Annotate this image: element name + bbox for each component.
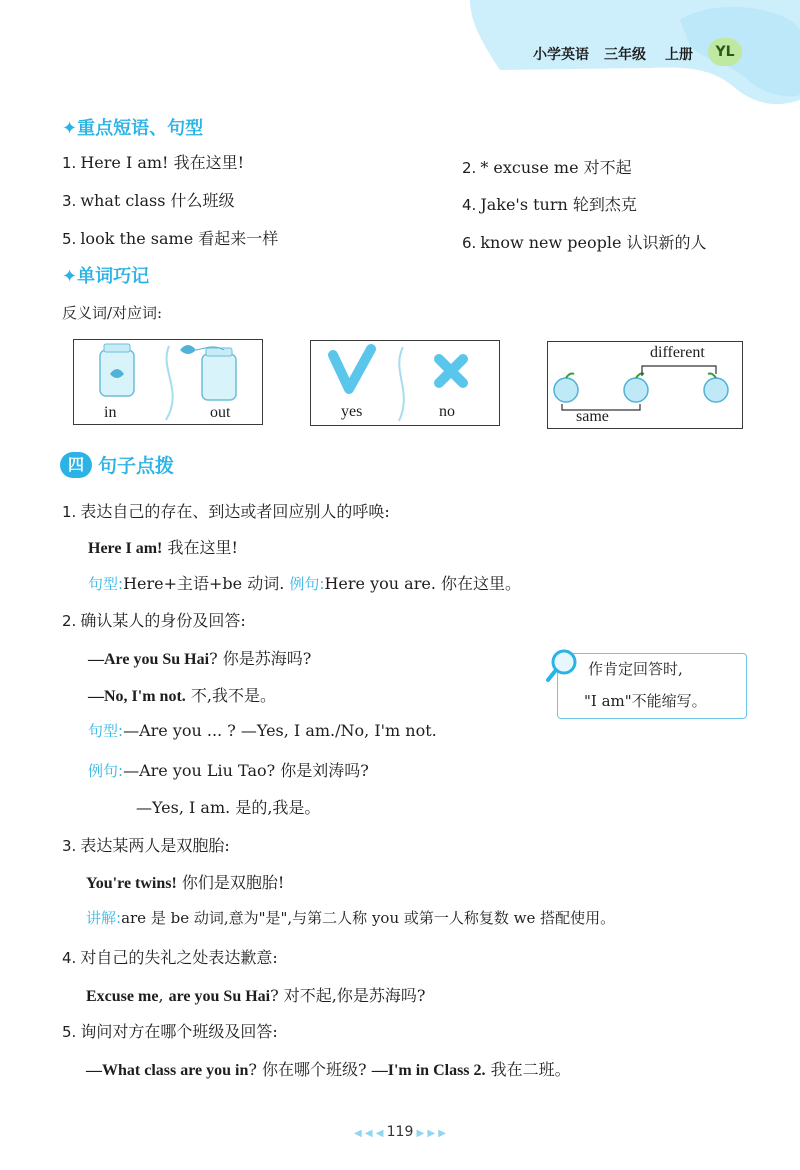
word-in: in <box>104 404 117 421</box>
sentence-2-pattern: 句型:—Are you ... ? —Yes, I am./No, I'm not. <box>88 721 437 740</box>
sentence-2-example-2: —Yes, I am. 是的,我是。 <box>136 798 321 817</box>
sentence-2-example-1: 例句:—Are you Liu Tao? 你是刘涛吗? <box>88 761 369 780</box>
word-different: different <box>650 344 705 361</box>
header-subject: 小学英语 <box>533 47 589 63</box>
sentence-2-question: —Are you Su Hai? 你是苏海吗? <box>88 649 312 668</box>
sentence-3-note: 讲解:are 是 be 动词,意为"是",与第二人称 you 或第一人称复数 we 搭配使用。 <box>86 909 616 927</box>
phrase-item: 4. Jake's turn 轮到杰克 <box>462 195 637 214</box>
sentence-2-answer: —No, I'm not. 不,我不是。 <box>88 686 276 705</box>
edition-badge: YL <box>708 38 742 66</box>
phrase-item: 3. what class 什么班级 <box>62 191 235 210</box>
header-volume: 上册 <box>665 47 693 63</box>
phrases-section-title: ✦重点短语、句型 <box>62 118 204 139</box>
words-subtitle: 反义词/对应词: <box>62 304 163 322</box>
word-same: same <box>576 408 609 425</box>
sentences-section-title: 四 句子点拨 <box>60 451 174 478</box>
phrase-item: 1. Here I am! 我在这里! <box>62 153 245 172</box>
sentence-1-example: Here I am! 我在这里! <box>88 538 238 557</box>
sentence-3-example: You're twins! 你们是双胞胎! <box>86 873 285 892</box>
tip-box <box>557 653 747 719</box>
tip-line-2: "I am"不能缩写。 <box>584 692 707 710</box>
page-footer <box>330 1124 470 1140</box>
check-cross-illustration <box>311 341 499 425</box>
sentence-5-heading: 5. 询问对方在哪个班级及回答: <box>62 1022 278 1041</box>
phrase-item: 2. * excuse me 对不起 <box>462 158 632 177</box>
yes-no-card <box>310 340 500 426</box>
in-out-card <box>73 339 263 425</box>
word-no: no <box>439 403 455 420</box>
sentence-1-pattern: 句型:Here+主语+be 动词. 例句:Here you are. 你在这里。 <box>88 574 521 593</box>
sentence-4-heading: 4. 对自己的失礼之处表达歉意: <box>62 948 278 967</box>
jar-illustration <box>74 340 262 424</box>
tip-line-1: 作肯定回答时, <box>588 660 683 678</box>
header-grade: 三年级 <box>604 47 646 63</box>
sentence-2-heading: 2. 确认某人的身份及回答: <box>62 611 246 630</box>
sentence-3-heading: 3. 表达某两人是双胞胎: <box>62 836 230 855</box>
words-section-title: ✦单词巧记 <box>62 266 150 287</box>
sentence-1-heading: 1. 表达自己的存在、到达或者回应别人的呼唤: <box>62 502 390 521</box>
word-out: out <box>210 404 231 421</box>
sentence-5-example: —What class are you in? 你在哪个班级? —I'm in Class 2. 我在二班。 <box>86 1060 571 1079</box>
right-arrows-icon: ▶ ▶ ▶ <box>413 1128 446 1139</box>
word-yes: yes <box>341 403 363 420</box>
star-icon: ✦ <box>62 118 78 139</box>
page-number: 119 <box>386 1124 414 1140</box>
section-number-badge: 四 <box>60 452 92 478</box>
phrase-item: 5. look the same 看起来一样 <box>62 229 279 248</box>
magnifier-icon <box>544 644 586 686</box>
phrase-item: 6. know new people 认识新的人 <box>462 233 707 252</box>
left-arrows-icon: ◀ ◀ ◀ <box>354 1128 387 1139</box>
sentence-4-example: Excuse me, are you Su Hai? 对不起,你是苏海吗? <box>86 986 426 1005</box>
star-icon: ✦ <box>62 266 78 287</box>
different-same-card <box>547 341 743 429</box>
